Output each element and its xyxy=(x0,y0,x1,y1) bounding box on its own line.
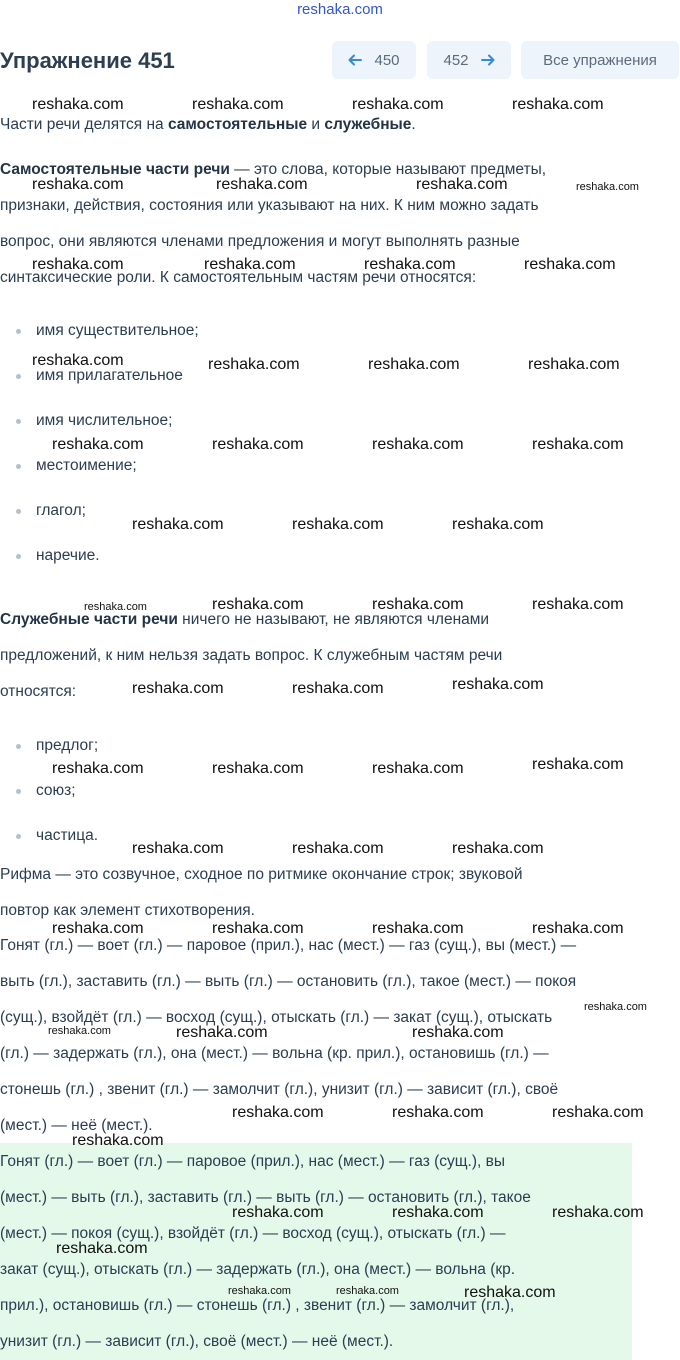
watermark: reshaka.com xyxy=(372,596,464,613)
watermark: reshaka.com xyxy=(48,1025,111,1037)
watermark: reshaka.com xyxy=(56,1240,148,1257)
list-item: имя числительное; xyxy=(0,412,199,457)
arrow-right-icon xyxy=(481,54,495,66)
list-item: предлог; xyxy=(0,737,98,782)
watermark: reshaka.com xyxy=(576,181,639,193)
service-list xyxy=(0,737,98,872)
watermark: reshaka.com xyxy=(212,920,304,937)
analysis-line-6: (мест.) — неё (мест.). xyxy=(0,1117,153,1134)
watermark: reshaka.com xyxy=(132,680,224,697)
answer-line-2: (мест.) — выть (гл.), заставить (гл.) — выть (гл.) — остановить (гл.), такое xyxy=(0,1189,531,1206)
answer-line-6: унизит (гл.) — зависит (гл.), своё (мест.) — неё (мест.). xyxy=(0,1333,394,1350)
watermark: reshaka.com xyxy=(212,436,304,453)
watermark: reshaka.com xyxy=(32,96,124,113)
list-item: союз; xyxy=(0,782,98,827)
watermark: reshaka.com xyxy=(52,436,144,453)
service-paragraph-line-2: предложений, к ним нельзя задать вопрос. К служебным частям речи xyxy=(0,647,503,664)
watermark: reshaka.com xyxy=(416,176,508,193)
watermark: reshaka.com xyxy=(132,840,224,857)
analysis-line-2: выть (гл.), заставить (гл.) — выть (гл.) — остановить (гл.), такое (мест.) — покоя xyxy=(0,973,577,990)
next-exercise-button[interactable] xyxy=(427,41,511,79)
next-exercise-label: 452 xyxy=(443,51,469,69)
watermark: reshaka.com xyxy=(532,596,624,613)
watermark: reshaka.com xyxy=(232,1104,324,1121)
watermark: reshaka.com xyxy=(204,256,296,273)
analysis-line-3: (сущ.), взойдёт (гл.) — восход (сущ.), отыскать (гл.) — закат (сущ.), отыскать xyxy=(0,1009,553,1026)
list-item: имя существительное; xyxy=(0,322,199,367)
all-exercises-label: Все упражнения xyxy=(543,51,657,69)
watermark: reshaka.com xyxy=(232,1204,324,1221)
analysis-line-4: (гл.) — задержать (гл.), она (мест.) — вольна (кр. прил.), остановишь (гл.) — xyxy=(0,1045,549,1062)
watermark: reshaka.com xyxy=(228,1285,291,1297)
watermark: reshaka.com xyxy=(372,760,464,777)
watermark: reshaka.com xyxy=(292,680,384,697)
independent-paragraph-line-4: синтаксические роли. К самостоятельным частям речи относятся: xyxy=(0,269,477,286)
list-item: наречие. xyxy=(0,547,199,592)
list-item: имя прилагательное xyxy=(0,367,199,412)
watermark: reshaka.com xyxy=(212,596,304,613)
watermark: reshaka.com xyxy=(392,1104,484,1121)
watermark: reshaka.com xyxy=(72,1132,164,1149)
list-item: местоимение; xyxy=(0,457,199,502)
prev-exercise-button[interactable] xyxy=(332,41,416,79)
watermark: reshaka.com xyxy=(552,1104,644,1121)
watermark: reshaka.com xyxy=(524,256,616,273)
rhyme-line-1: Рифма — это созвучное, сходное по ритмике окончание строк; звуковой xyxy=(0,866,523,883)
watermark: reshaka.com xyxy=(192,96,284,113)
watermark: reshaka.com xyxy=(464,1284,556,1301)
watermark: reshaka.com xyxy=(208,356,300,373)
watermark: reshaka.com xyxy=(32,256,124,273)
watermark: reshaka.com xyxy=(212,760,304,777)
arrow-left-icon xyxy=(348,54,362,66)
watermark: reshaka.com xyxy=(336,1285,399,1297)
analysis-line-5: стонешь (гл.) , звенит (гл.) — замолчит (гл.), унизит (гл.) — зависит (гл.), своё xyxy=(0,1081,559,1098)
watermark: reshaka.com xyxy=(452,676,544,693)
watermark: reshaka.com xyxy=(412,1024,504,1041)
answer-line-4: закат (сущ.), отыскать (гл.) — задержать (гл.), она (мест.) — вольна (кр. xyxy=(0,1261,516,1278)
watermark: reshaka.com xyxy=(372,436,464,453)
watermark: reshaka.com xyxy=(52,760,144,777)
independent-term: Самостоятельные части речи xyxy=(0,161,230,178)
watermark: reshaka.com xyxy=(364,256,456,273)
watermark: reshaka.com xyxy=(528,356,620,373)
watermark: reshaka.com xyxy=(584,1001,647,1013)
watermark: reshaka.com xyxy=(84,601,147,613)
watermark: reshaka.com xyxy=(392,1204,484,1221)
prev-exercise-label: 450 xyxy=(374,51,400,69)
watermark: reshaka.com xyxy=(372,920,464,937)
watermark: reshaka.com xyxy=(452,516,544,533)
intro-paragraph: Части речи делятся на самостоятельные и служебные. xyxy=(0,116,416,133)
watermark: reshaka.com xyxy=(552,1204,644,1221)
exercise-title: Упражнение 451 xyxy=(0,48,175,73)
answer-line-1: Гонят (гл.) — воет (гл.) — паровое (прил.), нас (мест.) — газ (сущ.), вы xyxy=(0,1153,505,1170)
independent-paragraph-line-1: Самостоятельные части речи — это слова, которые называют предметы, xyxy=(0,161,547,178)
service-paragraph-line-1: Служебные части речи ничего не называют, не являются членами xyxy=(0,611,490,628)
watermark: reshaka.com xyxy=(132,516,224,533)
watermark: reshaka.com xyxy=(532,920,624,937)
watermark: reshaka.com xyxy=(292,516,384,533)
watermark: reshaka.com xyxy=(292,840,384,857)
independent-paragraph-line-2: признаки, действия, состояния или указывают на них. К ним можно задать xyxy=(0,197,539,214)
watermark: reshaka.com xyxy=(532,756,624,773)
watermark: reshaka.com xyxy=(368,356,460,373)
independent-paragraph-line-3: вопрос, они являются членами предложения и могут выполнять разные xyxy=(0,233,520,250)
watermark: reshaka.com xyxy=(32,352,124,369)
service-paragraph-line-3: относятся: xyxy=(0,683,77,700)
watermark: reshaka.com xyxy=(352,96,444,113)
site-logo-link[interactable]: reshaka.com xyxy=(297,1,383,18)
all-exercises-button[interactable] xyxy=(521,41,679,79)
independent-list xyxy=(0,322,199,592)
watermark: reshaka.com xyxy=(52,920,144,937)
answer-line-3: (мест.) — покоя (сущ.), взойдёт (гл.) — восход (сущ.), отыскать (гл.) — xyxy=(0,1225,506,1242)
watermark: reshaka.com xyxy=(176,1024,268,1041)
answer-line-5: прил.), остановишь (гл.) — стонешь (гл.) , звенит (гл.) — замолчит (гл.), xyxy=(0,1297,515,1314)
watermark: reshaka.com xyxy=(452,840,544,857)
watermark: reshaka.com xyxy=(532,436,624,453)
list-item: глагол; xyxy=(0,502,199,547)
analysis-line-1: Гонят (гл.) — воет (гл.) — паровое (прил.), нас (мест.) — газ (сущ.), вы (мест.) — xyxy=(0,937,577,954)
rhyme-line-2: повтор как элемент стихотворения. xyxy=(0,902,255,919)
watermark: reshaka.com xyxy=(32,176,124,193)
list-item: частица. xyxy=(0,827,98,872)
watermark: reshaka.com xyxy=(216,176,308,193)
watermark: reshaka.com xyxy=(512,96,604,113)
service-term: Служебные части речи xyxy=(0,611,178,628)
